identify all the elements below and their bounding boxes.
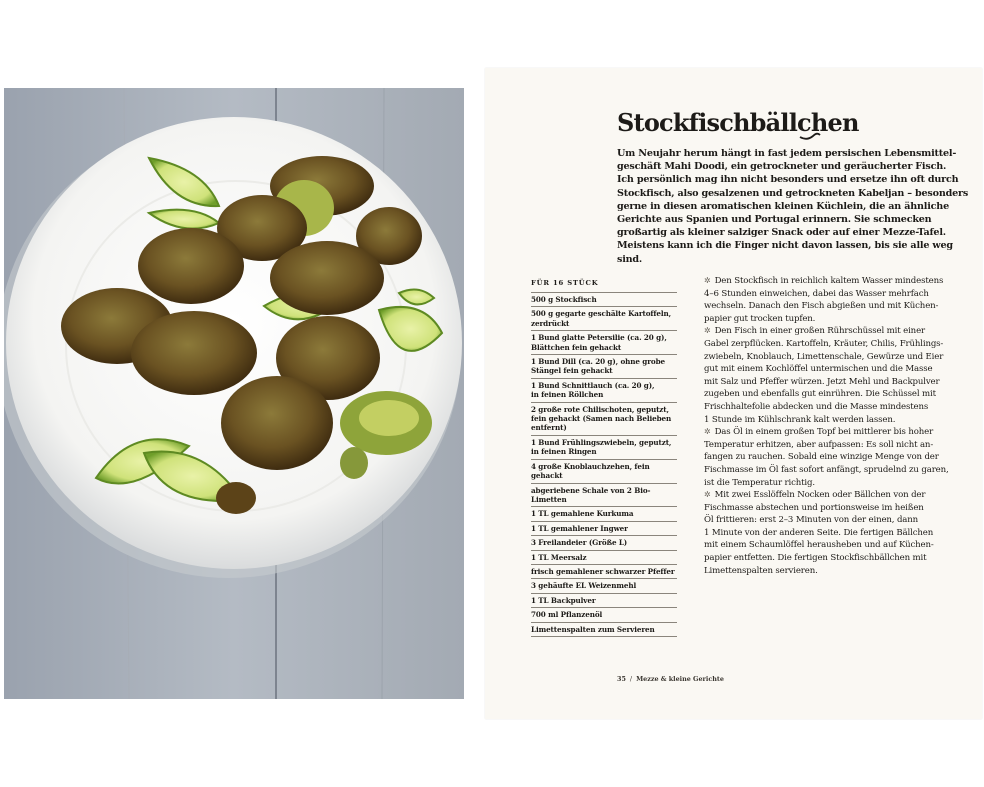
ingredient-item: 700 ml Pflanzenöl <box>531 608 677 622</box>
ingredient-item: 3 gehäufte EL Weizenmehl <box>531 579 677 593</box>
method-step <box>704 426 966 489</box>
ingredient-item: 4 große Knoblauchzehen, fein gehackt <box>531 460 677 484</box>
title-block <box>617 108 859 137</box>
method-step <box>704 275 966 325</box>
footer-separator: / <box>629 675 633 683</box>
ingredient-item: 2 große rote Chilischoten, geputzt, fein gehackt (Samen nach Belieben entfernt) <box>531 403 677 436</box>
ingredient-item: 1 TL Backpulver <box>531 594 677 608</box>
ingredient-item: 3 Freilandeier (Größe L) <box>531 536 677 550</box>
step-text: Den Fisch in einer großen Rührschüssel mit einer Gabel zerpflücken. Kartoffeln, Kräuter, Chilis, Frühlings- zwiebeln, Knoblauch, Limettenschale, Gewürze und Eier gut mit einem Kochlöffel untermischen und die Masse mit Salz und Pfeffer würzen. Jetzt Mehl und Backpulver zugeben und ebenfalls gut einrühren. Die Schüssel mit Frischhaltefolie abdecken und die Masse mindestens 1 Stunde im Kühlschrank kalt werden lassen. <box>704 326 944 425</box>
page-footer <box>617 675 724 683</box>
ingredient-list <box>531 292 677 637</box>
yield-label: FÜR 16 STÜCK <box>531 279 599 287</box>
method-steps <box>704 275 966 577</box>
recipe-page <box>485 68 982 719</box>
section-name: Mezze & kleine Gerichte <box>636 675 724 683</box>
ingredient-item: 1 Bund Schnittlauch (ca. 20 g), in feinen Röllchen <box>531 379 677 403</box>
ingredient-item: 1 Bund Dill (ca. 20 g), ohne grobe Stängel fein gehackt <box>531 355 677 379</box>
recipe-title: Stockfischbällchen <box>617 108 859 137</box>
recipe-photo <box>4 88 464 699</box>
page-number: 35 <box>617 675 626 683</box>
ingredient-item: 1 Bund Frühlingszwiebeln, geputzt, in feinen Ringen <box>531 436 677 460</box>
step-star-icon: ✲ <box>704 276 711 285</box>
step-star-icon: ✲ <box>704 427 711 437</box>
ingredient-item: 1 Bund glatte Petersilie (ca. 20 g), Blättchen fein gehackt <box>531 331 677 355</box>
ingredient-item: 1 TL gemahlener Ingwer <box>531 522 677 536</box>
ingredient-item: frisch gemahlener schwarzer Pfeffer <box>531 565 677 579</box>
swash-ornament-icon <box>799 128 821 142</box>
ingredient-item: 500 g Stockfisch <box>531 293 677 307</box>
step-star-icon: ✲ <box>704 326 711 336</box>
ingredient-item: abgeriebene Schale von 2 Bio-Limetten <box>531 484 677 508</box>
step-text: Das Öl in einem großen Topf bei mittlerer bis hoher Temperatur erhitzen, aber aufpassen: Es soll nicht an- fangen zu rauchen. Sobald eine winzige Menge von der Fischmasse im Öl fast sofort anfängt, sprudelnd zu garen, ist die Temperatur richtig. <box>704 427 949 488</box>
method-step <box>704 489 966 577</box>
ingredient-item: Limettenspalten zum Servieren <box>531 623 677 637</box>
step-text: Mit zwei Esslöffeln Nocken oder Bällchen von der Fischmasse abstechen und portionsweise im heißen Öl frittieren: erst 2–3 Minuten von der einen, dann 1 Minute von der anderen Seite. Die fertigen Bällchen mit einem Schaumlöffel herausheben und auf Küchen- papier entfetten. Die fertigen Stockfischbällchen mit Limettenspalten servieren. <box>704 490 934 576</box>
food-photo-illustration <box>4 88 464 699</box>
method-step <box>704 325 966 426</box>
ingredient-item: 1 TL gemahlene Kurkuma <box>531 507 677 521</box>
recipe-intro: Um Neujahr herum hängt in fast jedem persischen Lebensmittel- geschäft Mahi Doodi, ein getrockneter und geräucherter Fisch. Ich persönlich mag ihn nicht besonders und ersetze ihn oft durch Stockfisch, also gesalzenen und getrockneten Kabeljan – besonders gerne in diesen aromatischen kleinen Küchlein, die an ähnliche Gerichte aus Spanien und Portugal erinnern. Sie schmecken großartig als kleiner salziger Snack oder auf einer Mezze-Tafel. Meistens kann ich die Finger nicht davon lassen, bis sie alle weg sind. <box>617 148 969 265</box>
ingredient-item: 1 TL Meersalz <box>531 551 677 565</box>
step-star-icon: ✲ <box>704 490 711 500</box>
ingredient-item: 500 g gegarte geschälte Kartoffeln, zerdrückt <box>531 307 677 331</box>
step-text: Den Stockfisch in reichlich kaltem Wasser mindestens 4–6 Stunden einweichen, dabei das Wasser mehrfach wechseln. Danach den Fisch abgießen und mit Küchen- papier gut trocken tupfen. <box>704 276 944 324</box>
